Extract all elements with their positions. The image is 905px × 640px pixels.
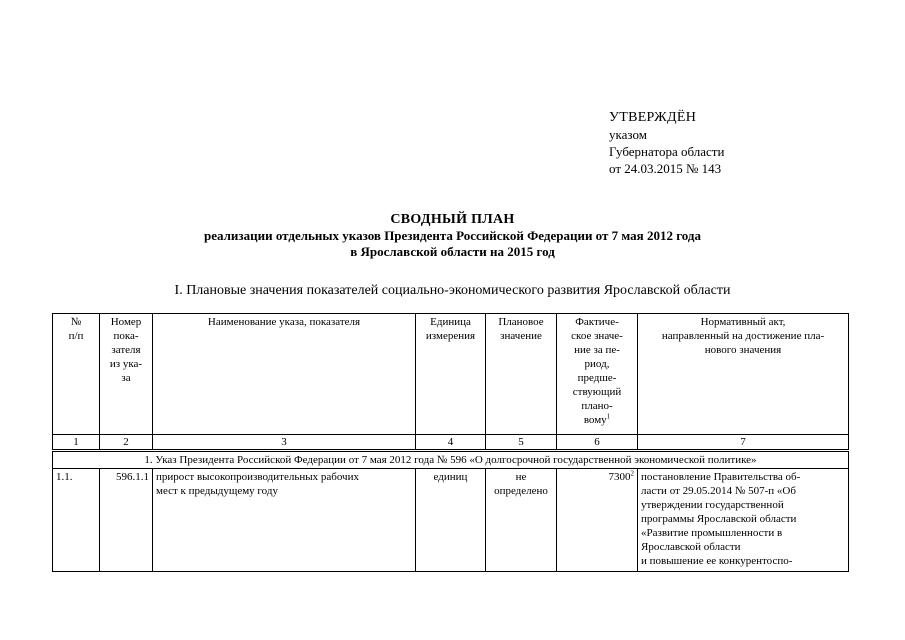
header-text: Плановое	[498, 316, 544, 328]
cell-text: 7300	[608, 471, 631, 483]
header-text: нового значения	[704, 344, 782, 356]
header-text: пока-	[113, 330, 139, 342]
approval-line: от 24.03.2015 № 143	[609, 161, 722, 176]
column-number: 4	[416, 435, 486, 451]
header-cell-name	[153, 314, 416, 435]
column-number: 1	[53, 435, 100, 451]
row-actual	[557, 469, 638, 572]
cell-text: «Развитие промышленности в	[641, 527, 783, 539]
cell-text: определено	[494, 485, 548, 497]
header-cell-indicator-no	[100, 314, 153, 435]
column-number: 6	[557, 435, 638, 451]
header-text: Единица	[430, 316, 471, 328]
header-text-part: вому	[583, 414, 607, 426]
approval-line: указом	[609, 127, 647, 142]
cell-text: ласти от 29.05.2014 № 507-п «Об	[641, 485, 796, 497]
cell-text: и повышение ее конкурентоспо-	[641, 555, 793, 567]
approval-line: Губернатора области	[609, 144, 725, 159]
header-cell-normative-act	[638, 314, 849, 435]
cell-text: программы Ярославской области	[641, 513, 797, 525]
header-text: п/п	[68, 330, 84, 342]
row-indicator-name	[153, 469, 416, 572]
header-cell-unit	[416, 314, 486, 435]
title-line: реализации отдельных указов Президента Российской Федерации от 7 мая 2012 года	[204, 228, 701, 243]
header-text: зателя	[111, 344, 141, 356]
header-text: из ука-	[109, 358, 143, 370]
header-cell-planned	[486, 314, 557, 435]
row-number: 1.1.	[53, 469, 100, 572]
header-text: плано-	[581, 400, 613, 412]
title-line: в Ярославской области на 2015 год	[350, 244, 555, 259]
document-title	[0, 212, 905, 260]
cell-text: утверждении государственной	[641, 499, 784, 511]
header-text: за	[121, 372, 131, 384]
section-heading: I. Плановые значения показателей социально-экономического развития Ярославской области	[174, 283, 731, 298]
title-heading: СВОДНЫЙ ПЛАН	[390, 212, 515, 227]
row-planned	[486, 469, 557, 572]
table-row	[53, 469, 849, 572]
footnote-marker: 1	[606, 412, 611, 421]
column-number: 5	[486, 435, 557, 451]
approval-stamp	[609, 109, 724, 177]
header-text: ние за пе-	[574, 344, 620, 356]
header-text: ствующий	[572, 386, 622, 398]
header-text: измерения	[425, 330, 476, 342]
column-number-row	[53, 435, 849, 451]
header-text: №	[70, 316, 82, 328]
header-text: направленный на достижение пла-	[661, 330, 825, 342]
row-unit: единиц	[416, 469, 486, 572]
cell-text: Ярославской области	[641, 541, 741, 553]
header-text: Наименование указа, показателя	[207, 316, 361, 328]
column-number: 2	[100, 435, 153, 451]
row-indicator-no: 596.1.1	[100, 469, 153, 572]
header-text	[560, 413, 634, 427]
column-number: 7	[638, 435, 849, 451]
header-text: Нормативный акт,	[700, 316, 786, 328]
cell-text: мест к предыдущему году	[156, 485, 278, 497]
section-row	[53, 451, 849, 469]
header-text: Номер	[110, 316, 142, 328]
header-text: предше-	[577, 372, 617, 384]
footnote-marker: 2	[630, 469, 634, 478]
header-text: ское значе-	[571, 330, 623, 342]
plan-table	[52, 313, 849, 572]
header-text: риод,	[584, 358, 610, 370]
cell-text: прирост высокопроизводительных рабочих	[156, 471, 359, 483]
cell-text: постановление Правительства об-	[641, 471, 801, 483]
table-header-row	[53, 314, 849, 435]
header-cell-actual	[557, 314, 638, 435]
section-row-label: 1. Указ Президента Российской Федерации от 7 мая 2012 года № 596 «О долгосрочной государственной экономической политике»	[53, 451, 849, 469]
cell-text: не	[515, 471, 527, 483]
header-cell-number	[53, 314, 100, 435]
row-normative-act	[638, 469, 849, 572]
header-text: значение	[500, 330, 542, 342]
column-number: 3	[153, 435, 416, 451]
header-text: Фактиче-	[575, 316, 619, 328]
approval-line: УТВЕРЖДЁН	[609, 110, 697, 125]
